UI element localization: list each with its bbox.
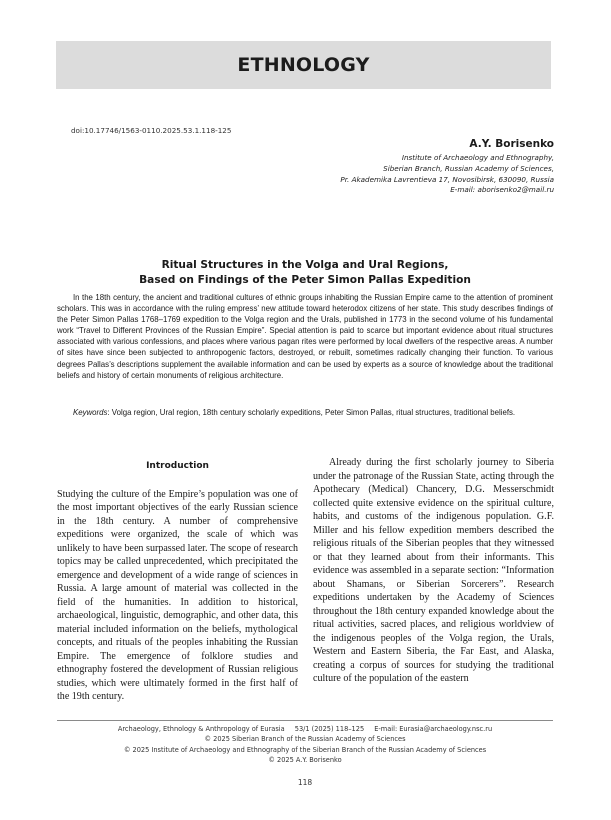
abstract-text: In the 18th century, the ancient and traditional cultures of ethnic groups inhabiting the Russian Empire came to the attention of prominent scholars. This was in accordance with the ruling empress’ new attitude toward heterodox citizens of her state. This study describes findings of the Peter Simon Pallas 1768–1769 expedition to the Volga region and the Urals, published in 1773 in the second volume of his fundamental work “Travel to Different Provinces of the Russian Empire”. Special attention is paid to scarce but important evidence about ritual structures associated with various confessions, and places where various pagan rites were performed by local dwellers of the respective areas. A number of sites have since been subjected to anthropogenic factors, destroyed, or rebuilt, sometimes radically changing their function. To various degrees Pallas’s descriptions supplement the available information and can be used by experts as a source of knowledge about the traditional beliefs and history of certain monuments of religious architecture. [57,293,553,380]
author-email[interactable]: E-mail: aborisenko2@mail.ru [450,185,554,195]
author-block [340,138,554,196]
article-title [57,258,553,288]
affiliation-branch: Siberian Branch, Russian Academy of Sciences, [383,163,554,173]
doi-link[interactable]: doi:10.17746/1563-0110.2025.53.1.118-125 [71,126,232,135]
article-title-line-2: Based on Findings of the Peter Simon Pallas Expedition [139,274,471,286]
article-title-line-1: Ritual Structures in the Volga and Ural Regions, [161,259,449,271]
keywords-list: : Volga region, Ural region, 18th century scholarly expeditions, Peter Simon Pallas, ritual structures, traditional beliefs. [107,408,516,417]
affiliation-address: Pr. Akademika Lavrentieva 17, Novosibirsk, 630090, Russia [340,174,554,184]
journal-email[interactable]: E-mail: Eurasia@archaeology.nsc.ru [374,725,493,733]
right-column [313,456,554,686]
abstract [57,292,553,381]
footer-journal-line [57,724,553,734]
page-number: 118 [297,778,313,787]
introduction-paragraph-left: Studying the culture of the Empire’s population was one of the most important objectives of the early Russian science in the 18th century. A number of comprehensive expeditions were organized, the scale of which was unlikely to have been surpassed later. The scope of research topics may be called unprecedented, which precipitated the emergence and development of a wide range of sciences in Russia. A large amount of material was collected in the field of the humanities. In addition to historical, archaeological, linguistic, demographic, and other data, this material included information on the beliefs, mythological concepts, and rituals of the peoples inhabiting the Russian Empire. The emergence of folklore studies and ethnography fostered the development of Russian religious studies, which were ultimately formed in the first half of the 19th century. [57,488,298,702]
section-banner [56,41,551,89]
footer-divider [57,720,553,721]
copyright-sb-ras: © 2025 Siberian Branch of the Russian Academy of Sciences [204,735,406,744]
journal-issue: 53/1 (2025) 118–125 [294,725,365,733]
affiliation-institute: Institute of Archaeology and Ethnography, [401,153,554,162]
introduction-heading: Introduction [146,461,209,471]
copyright-institute: © 2025 Institute of Archaeology and Ethnography of the Siberian Branch of the Russian Academy of Sciences [123,745,487,754]
copyright-author: © 2025 A.Y. Borisenko [268,756,342,765]
introduction-paragraph-right: Already during the first scholarly journey to Siberia under the patronage of the Russian State, acting through the Apothecary (Medical) Chancery, D.G. Messerschmidt collected quite extensive evidence on the spiritual culture, habits, and customs of the indigenous population. G.F. Miller and his fellow expedition members described the religious rituals of the Siberian peoples that they witnessed or that they learned about from their informants. This evidence was assembled in a separate section: “Information about Shamans, or Siberian Sorcerers”. Research expeditions undertaken by the Academy of Sciences throughout the 18th century expanded knowledge about the ritual activities, sacred places, and religious worldview of the indigenous peoples of the Volga region, the Urals, Western and Eastern Siberia, the Far East, and Alaska, creating a corpus of sources for studying the traditional culture of the population of the eastern [313,457,554,684]
keywords [57,407,553,418]
left-column [57,456,298,704]
footer [57,724,553,766]
section-title: ETHNOLOGY [237,54,370,76]
keywords-label: Keywords [73,408,108,417]
journal-name: Archaeology, Ethnology & Anthropology of Eurasia [117,725,285,733]
author-name: A.Y. Borisenko [469,138,554,150]
